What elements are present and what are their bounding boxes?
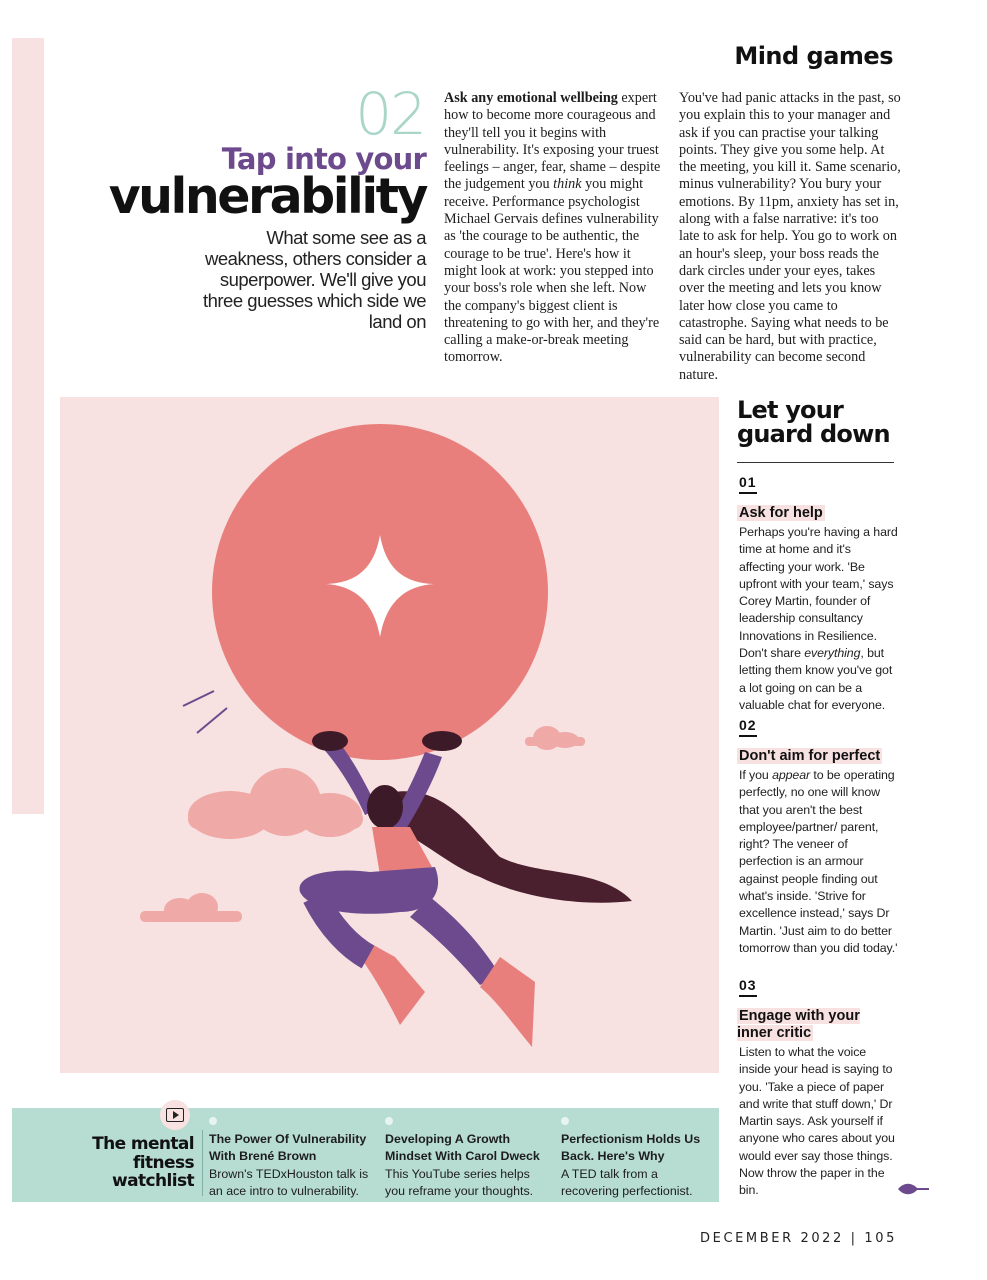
cloud-bottom-left bbox=[140, 893, 242, 922]
watchlist-item bbox=[209, 1131, 377, 1200]
sidebar-heading-line-1: Let your bbox=[737, 396, 844, 424]
section-title: Mind games bbox=[734, 42, 893, 70]
tip-number: 02 bbox=[739, 717, 757, 737]
watchlist-item-desc: This YouTube series helps you reframe your thoughts. bbox=[385, 1166, 534, 1198]
decorative-side-bar bbox=[12, 38, 44, 814]
tip-body-text: If you bbox=[739, 768, 773, 782]
hand-right bbox=[422, 731, 462, 751]
sidebar-heading-line-2: guard down bbox=[737, 420, 890, 448]
page-footer: DECEMBER 2022 | 105 bbox=[700, 1231, 897, 1246]
bullet-dot bbox=[561, 1117, 569, 1125]
body-text: you might receive. Performance psychologist Michael Gervais defines vulnerability as 'the courage to be authentic, the courage to be true'. Here's how it might look at work: you stepped into your boss's role when she left. Now the company's biggest client is threatening to go with her, and they're calling a make-or-break meeting tomorrow. bbox=[444, 176, 660, 366]
watchlist-title-line: watchlist bbox=[112, 1171, 194, 1191]
emphasis: appear bbox=[772, 768, 811, 782]
body-column-1 bbox=[444, 90, 666, 367]
body-text: expert how to become more courageous and they'll tell you it begins with vulnerability. It's exposing your truest feelings – anger, fear, shame – despite the judgement you bbox=[444, 90, 661, 193]
body-column-2 bbox=[679, 90, 901, 384]
cloud-left bbox=[188, 768, 363, 839]
illustration-art bbox=[60, 397, 719, 1073]
head bbox=[367, 785, 403, 829]
watchlist-item bbox=[385, 1131, 553, 1200]
sidebar-heading bbox=[737, 398, 897, 446]
tip-body-text: , but letting them know you've got a lot going on can be a valuable chat for everyone. bbox=[739, 646, 893, 712]
watchlist-item bbox=[561, 1131, 711, 1200]
tip-title bbox=[737, 1008, 877, 1042]
body-text: You've had panic attacks in the past, so you explain this to your manager and ask if you can practise your talking points. They give you some help. At the meeting, you kill it. Same scenario, minus vulnerability? You bury your emotions. By 11pm, anxiety has set in, along with a false narrative: it's too late to ask for help. You go to work on an hour's sleep, your boss reads the dark circles under your eyes, takes over the meeting and lets you know later how close you came to catastrophe. Saying what needs to be said can be hard, but with practice, vulnerability can become second nature. bbox=[679, 90, 901, 383]
standfirst: What some see as a weakness, others consider a superpower. We'll give you three guesses which side we land on bbox=[202, 227, 426, 332]
leaf-ornament-icon bbox=[896, 1180, 930, 1198]
watchlist-item-title: Developing A Growth Mindset With Carol Dweck bbox=[385, 1132, 540, 1164]
bullet-dot bbox=[209, 1117, 217, 1125]
emphasis: everything bbox=[804, 646, 861, 661]
watchlist-title-line: fitness bbox=[132, 1152, 194, 1173]
hand-left bbox=[312, 731, 348, 751]
leg-lower bbox=[410, 897, 500, 985]
watchlist-divider bbox=[202, 1130, 203, 1196]
watchlist-title bbox=[74, 1135, 194, 1191]
bullet-dot bbox=[385, 1117, 393, 1125]
tip-number: 01 bbox=[739, 474, 757, 494]
motion-line bbox=[197, 708, 227, 733]
watchlist-item-title: Perfectionism Holds Us Back. Here's Why bbox=[561, 1132, 701, 1164]
tip-number: 03 bbox=[739, 977, 757, 997]
illustration bbox=[60, 397, 719, 1073]
motion-line bbox=[183, 691, 214, 706]
tip-title bbox=[737, 505, 897, 522]
watchlist-item-desc: Brown's TEDxHouston talk is an ace intro to vulnerability. bbox=[209, 1166, 369, 1198]
tip-title-text: Engage with your inner critic bbox=[737, 1008, 860, 1041]
watchlist-title-line: The mental bbox=[92, 1134, 194, 1154]
tip-body bbox=[739, 524, 899, 714]
lead-in: Ask any emotional wellbeing bbox=[444, 90, 618, 106]
play-icon bbox=[160, 1100, 190, 1130]
tip-title bbox=[737, 748, 897, 765]
tip-title-text: Don't aim for perfect bbox=[739, 748, 881, 764]
article-number: 02 bbox=[355, 80, 425, 148]
watchlist-item-title: The Power Of Vulnerability With Brené Brown bbox=[209, 1132, 367, 1164]
emphasis: think bbox=[553, 176, 582, 193]
boot-left bbox=[360, 942, 425, 1025]
tip-body: Listen to what the voice inside your head is saying to you. 'Take a piece of paper and write that stuff down,' Dr Martin says. Ask yourself if anyone who cares about you would ever say those things. Now throw the paper in the bin. bbox=[739, 1045, 895, 1198]
tip-title-text: Ask for help bbox=[739, 505, 823, 521]
sidebar-rule bbox=[737, 462, 894, 463]
tip-body-text: to be operating perfectly, no one will know that you aren't the best employee/partner/ parent, right? The veneer of perfection is an armour against people finding out what's inside. 'Strive for excellence instead,' says Dr Martin. 'Just aim to do better tomorrow than you did today.' bbox=[739, 768, 898, 955]
watchlist-item-desc: A TED talk from a recovering perfectionist. bbox=[561, 1166, 693, 1198]
headline-line-1: Tap into your bbox=[221, 142, 426, 176]
headline-line-2: vulnerability bbox=[108, 168, 426, 225]
tip-body-text: Perhaps you're having a hard time at home and it's affecting your work. 'Be upfront with your team,' says Corey Martin, founder of leadership consultancy Innovations in Resilience. Don't share bbox=[739, 525, 898, 661]
tip-body bbox=[739, 767, 899, 957]
cloud-small-right bbox=[525, 726, 585, 750]
